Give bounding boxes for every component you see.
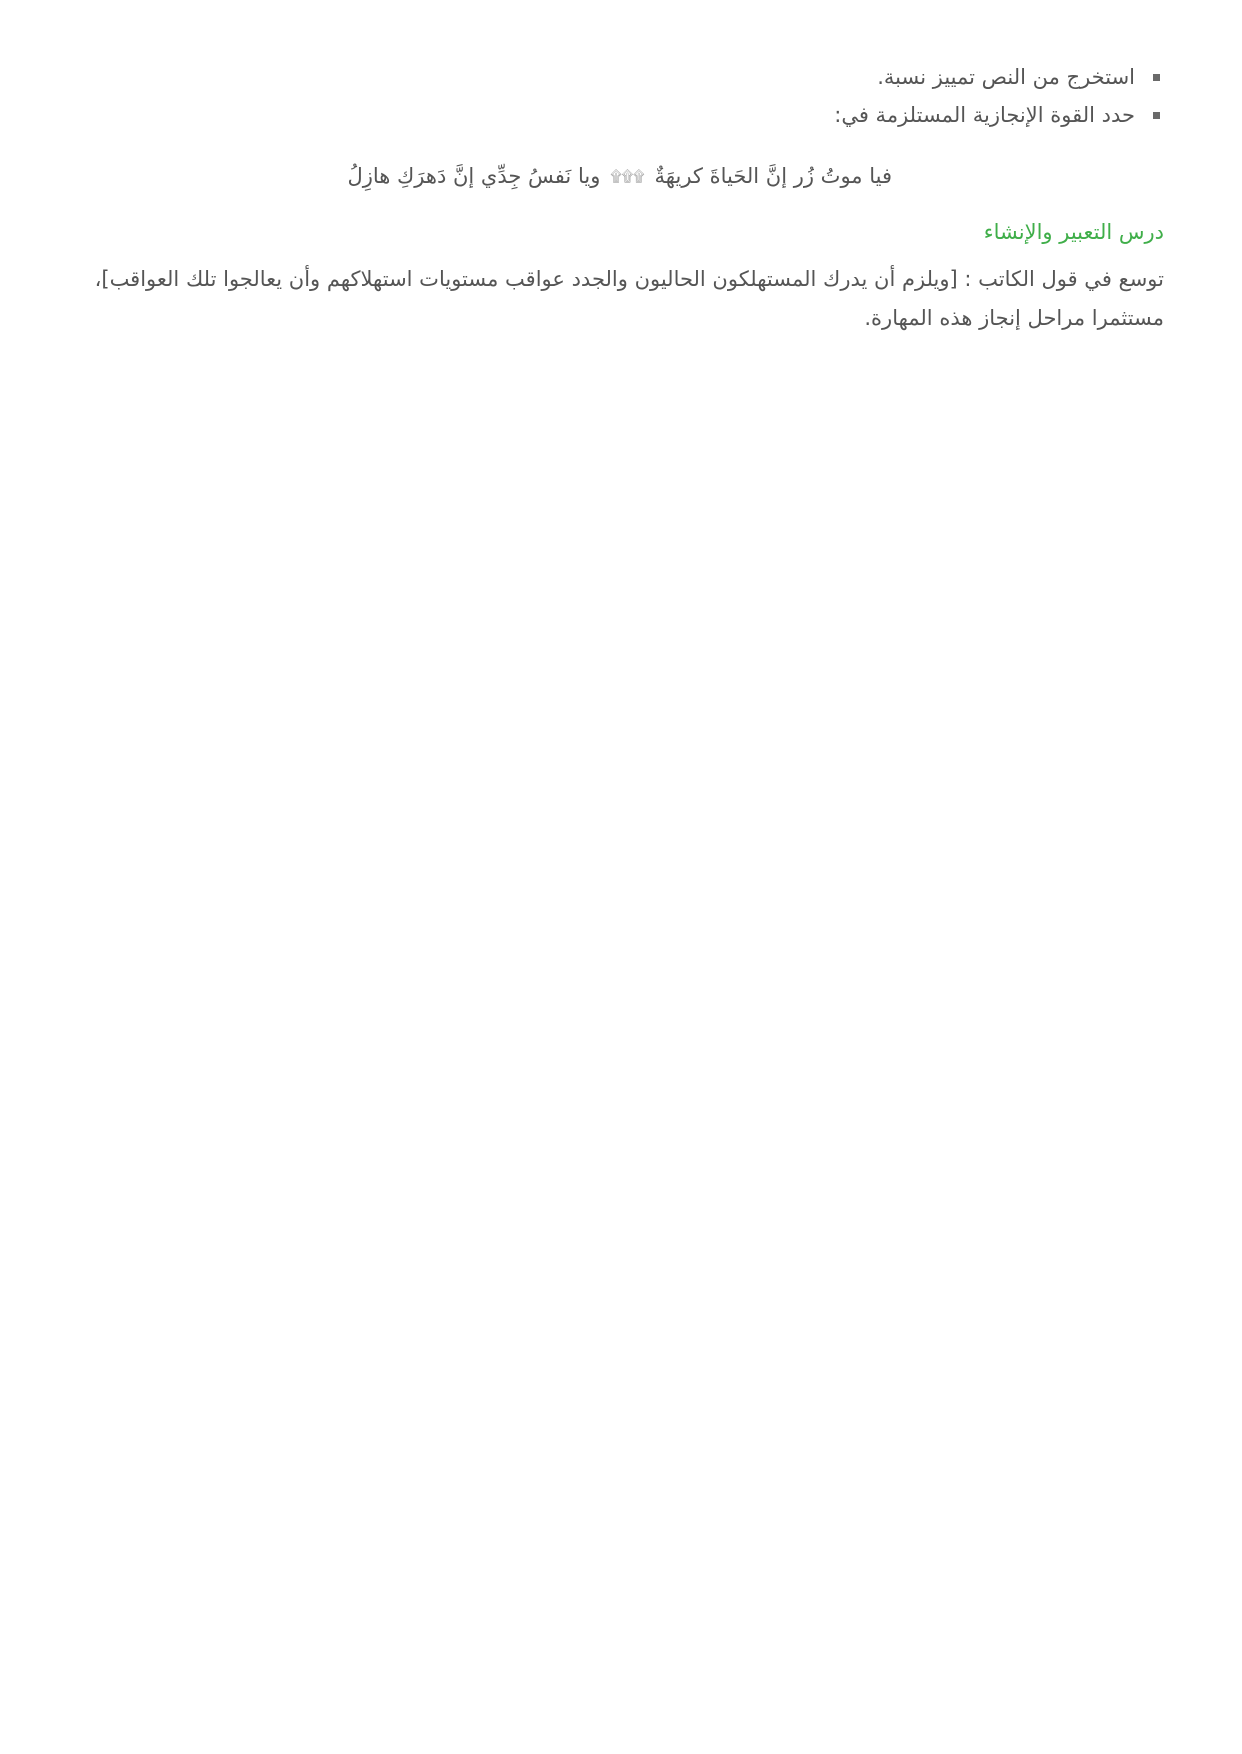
first-hemistich: فيا موتُ زُر إنَّ الحَياةَ كريهَةٌ <box>654 164 892 188</box>
square-bullet-icon <box>1153 74 1160 81</box>
second-hemistich: ويا نَفسُ جِدِّي إنَّ دَهرَكِ هازِلُ <box>347 164 601 188</box>
hemistich-separator: ۩۩۩ <box>610 167 645 185</box>
list-item <box>84 96 1164 134</box>
list-item-text: استخرج من النص تمييز نسبة. <box>877 65 1135 89</box>
section-title: درس التعبير والإنشاء <box>983 220 1164 244</box>
list-item-text: حدد القوة الإنجازية المستلزمة في: <box>834 103 1135 127</box>
document-content <box>84 58 1164 359</box>
poem-line <box>347 156 892 196</box>
exercise-list <box>84 58 1164 134</box>
list-item <box>84 58 1164 96</box>
square-bullet-icon <box>1153 112 1160 119</box>
exercise-paragraph: توسع في قول الكاتب : [ويلزم أن يدرك المستهلكون الحاليون والجدد عواقب مستويات استهلاكهم وأن يعالجوا تلك العواقب]، مستثمرا مراحل إنجاز هذه المهارة. <box>94 267 1164 330</box>
poem-verse <box>84 156 1164 196</box>
